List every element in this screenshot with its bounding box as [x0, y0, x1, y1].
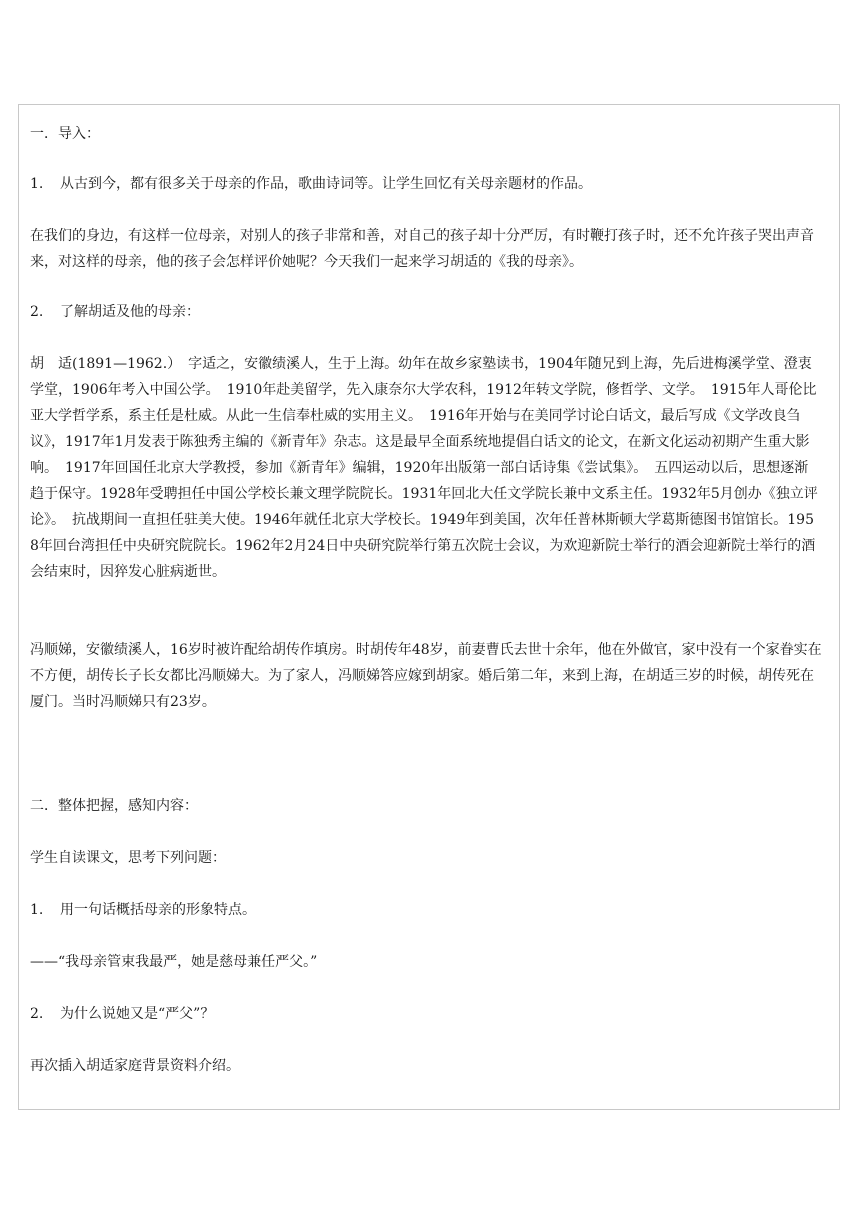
section1-item1 [30, 171, 822, 197]
section1-item2 [30, 299, 822, 325]
q1-text: 用一句话概括母亲的形象特点。 [60, 902, 256, 918]
section1-heading: 一．导入： [30, 126, 100, 142]
section2-question1 [30, 897, 822, 923]
section2-heading: 二．整体把握，感知内容： [30, 798, 198, 814]
q2-number: 2. [30, 1006, 44, 1022]
item1-text: 从古到今，都有很多关于母亲的作品，歌曲诗词等。让学生回忆有关母亲题材的作品。 [60, 176, 592, 192]
q2-text: 为什么说她又是“严父”？ [60, 1006, 215, 1022]
section2-note: 再次插入胡适家庭背景资料介绍。 [30, 1058, 240, 1074]
section2-prompt: 学生自读课文，思考下列问题： [30, 850, 226, 866]
document-frame [18, 104, 840, 1110]
q1-number: 1. [30, 902, 44, 918]
section2-answer1: ——“我母亲管束我最严，她是慈母兼任严父。” [30, 954, 318, 970]
section2-question2 [30, 1001, 822, 1027]
item1-number: 1. [30, 176, 44, 192]
mother-biography: 冯顺娣，安徽绩溪人，16岁时被许配给胡传作填房。时胡传年48岁，前妻曹氏去世十余年，他在外做官，家中没有一个家眷实在不方便，胡传长子长女都比冯顺娣大。为了家人，冯顺娣答应嫁到胡家。婚后第二年，来到上海，在胡适三岁的时候，胡传死在厦门。当时冯顺娣只有23岁。 [30, 642, 822, 710]
hu-shi-biography: 胡 适(1891—1962.） 字适之，安徽绩溪人，生于上海。幼年在故乡家塾读书，1904年随兄到上海，先后进梅溪学堂、澄衷学堂，1906年考入中国公学。 1910年赴美留学，先入康奈尔大学农科，1912年转文学院，修哲学、文学。 1915年人哥伦比亚大学哲学系，系主任是杜威。从此一生信奉杜威的实用主义。 1916年开始与在美同学讨论白话文，最后写成《文学改良刍议》，1917年1月发表于陈独秀主编的《新青年》杂志。这是最早全面系统地提倡白话文的论文，在新文化运动初期产生重大影响。 1917年回国任北京大学教授，参加《新青年》编辑，1920年出版第一部白话诗集《尝试集》。 五四运动以后，思想逐渐趋于保守。1928年受聘担任中国公学校长兼文理学院院长。1931年回北大任文学院长兼中文系主任。1932年5月创办《独立评论》。 抗战期间一直担任驻美大使。1946年就任北京大学校长。1949年到美国，次年任普林斯顿大学葛斯德图书馆馆长。1958年回台湾担任中央研究院院长。1962年2月24日中央研究院举行第五次院士会议，为欢迎新院士举行的酒会迎新院士举行的酒会结束时，因猝发心脏病逝世。 [30, 356, 818, 580]
intro-paragraph: 在我们的身边，有这样一位母亲，对别人的孩子非常和善，对自己的孩子却十分严厉，有时鞭打孩子时，还不允许孩子哭出声音来，对这样的母亲，他的孩子会怎样评价她呢？今天我们一起来学习胡适的《我的母亲》。 [30, 228, 814, 270]
item2-number: 2. [30, 304, 44, 320]
item2-text: 了解胡适及他的母亲： [60, 304, 200, 320]
